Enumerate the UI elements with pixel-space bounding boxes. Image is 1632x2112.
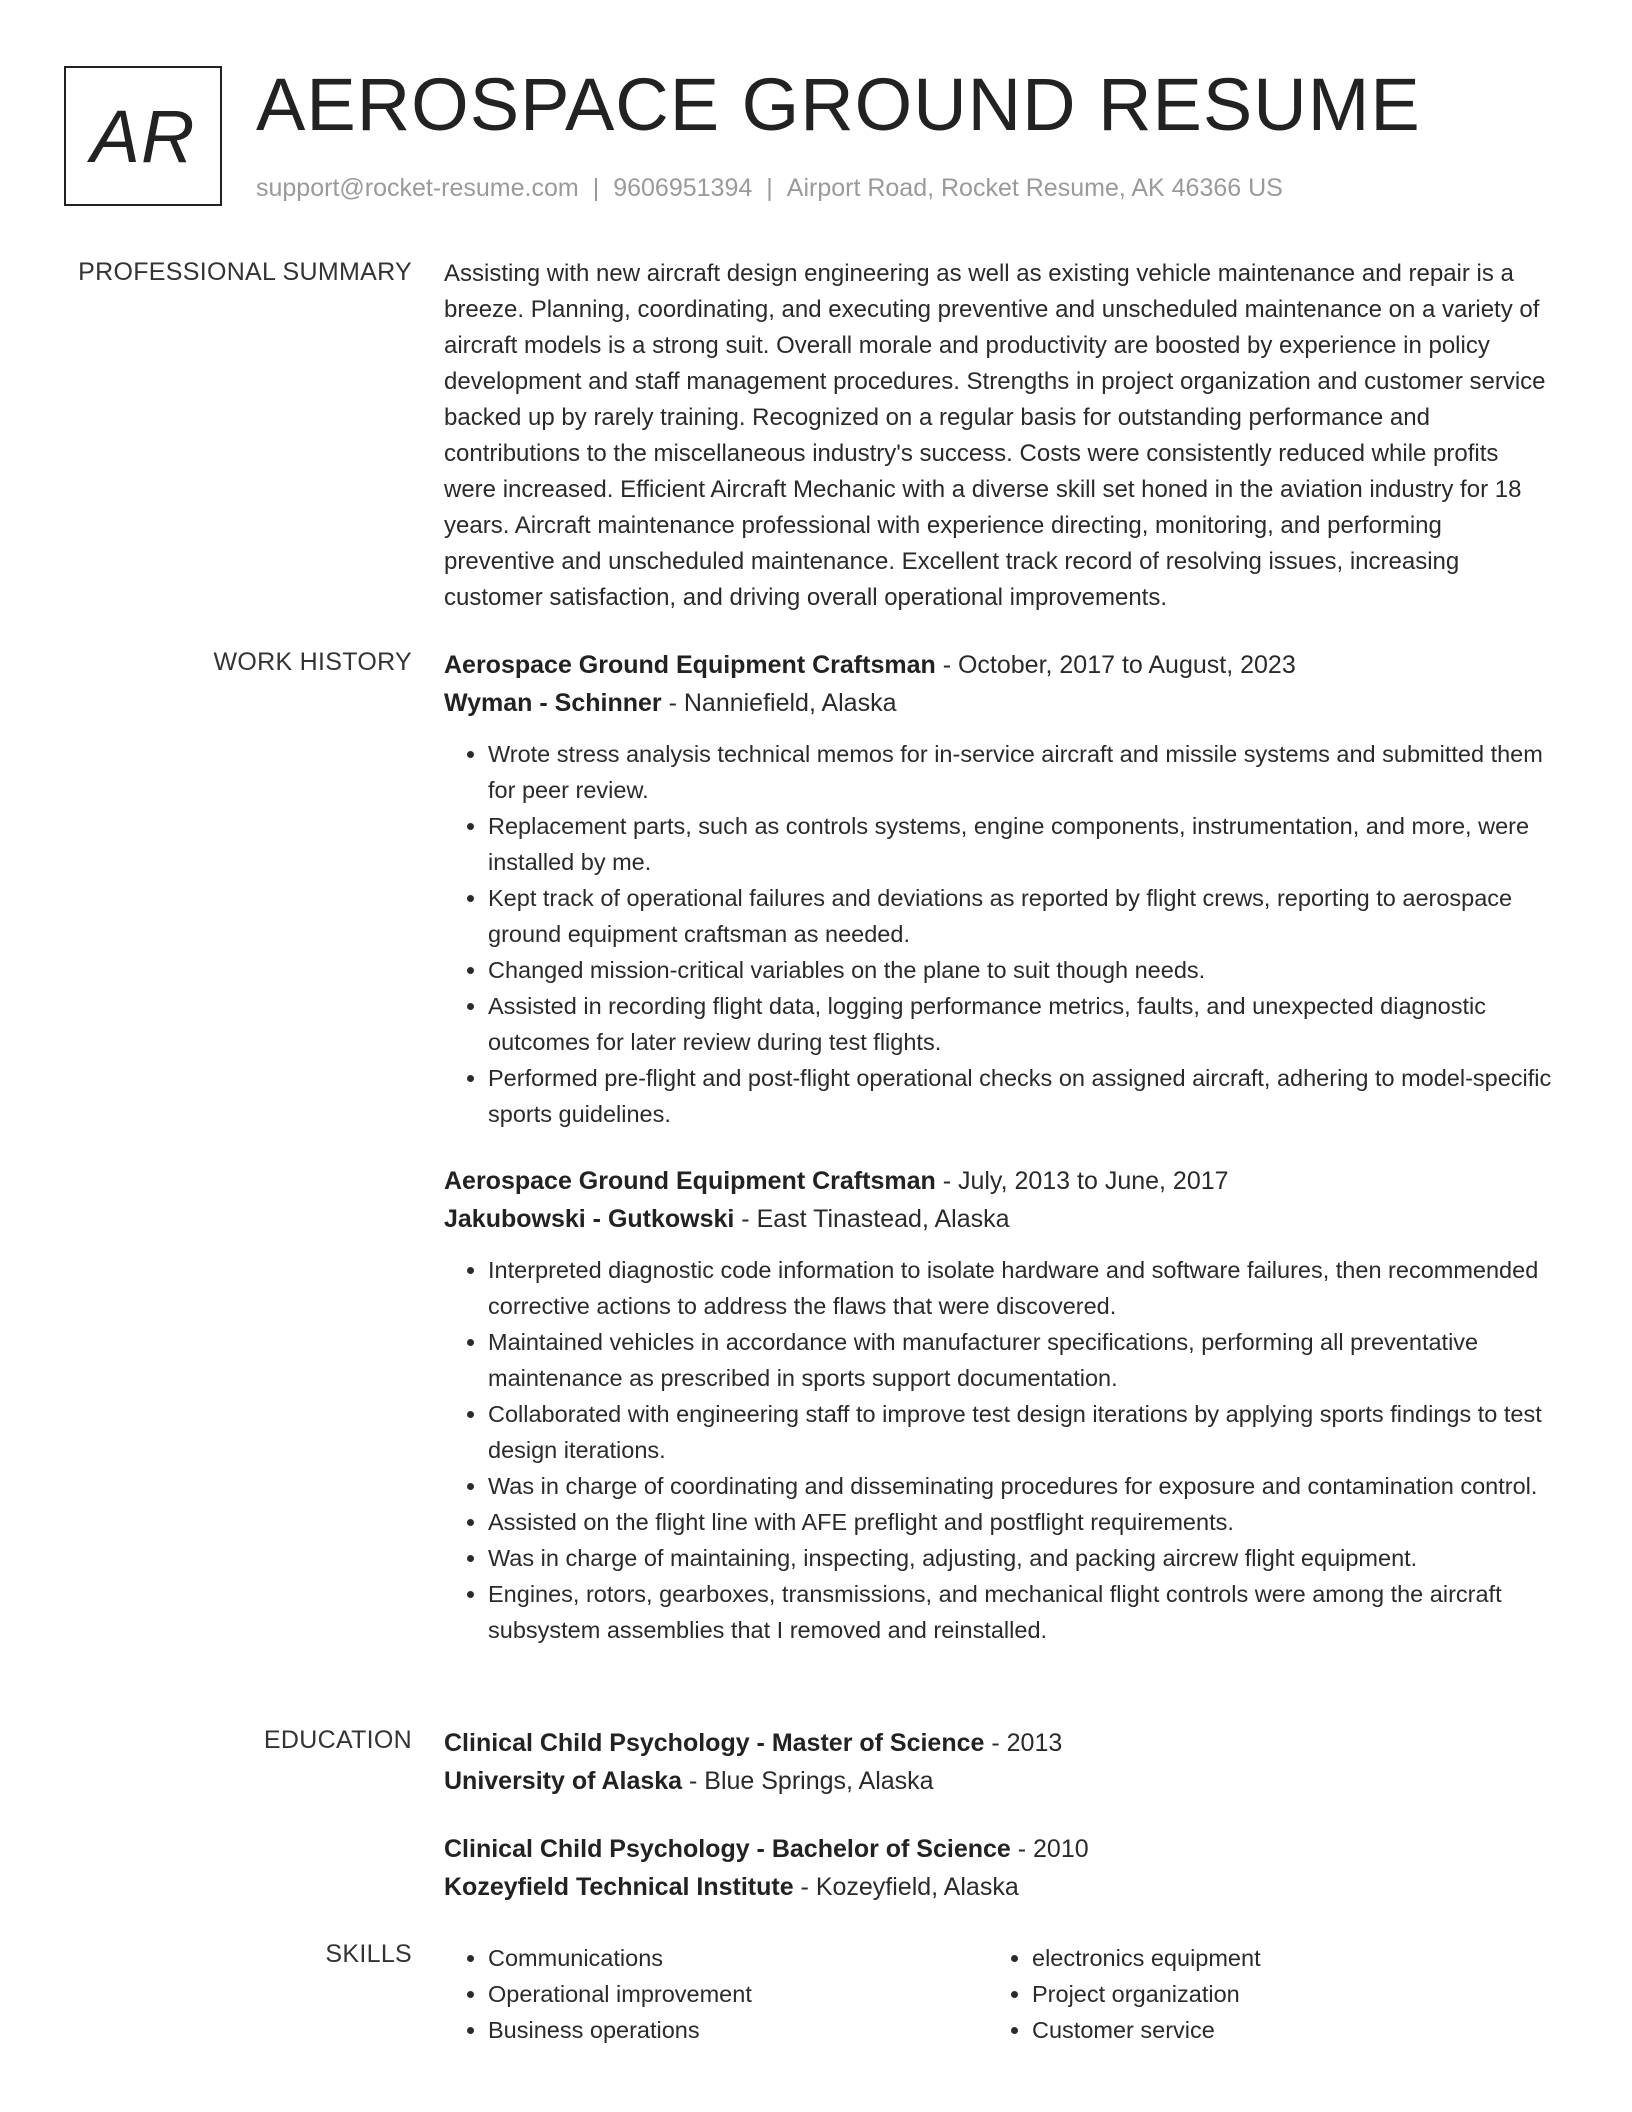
education-school: Kozeyfield Technical Institute	[444, 1873, 794, 1901]
section-label-education: EDUCATION	[263, 1726, 412, 1754]
skill-item: • Communications	[488, 1940, 988, 1976]
education-entry	[444, 1830, 1556, 1906]
education-location: - Kozeyfield, Alaska	[793, 1873, 1019, 1901]
education-entry	[444, 1724, 1556, 1800]
job-bullet: • Replacement parts, such as controls systems, engine components, instrumentation, and more, were installed by me.	[488, 808, 1556, 880]
section-label-summary: PROFESSIONAL SUMMARY	[78, 258, 412, 286]
job-entry	[444, 1162, 1556, 1648]
job-bullet: • Maintained vehicles in accordance with manufacturer specifications, performing all preventative maintenance as prescribed in sports support documentation.	[488, 1324, 1556, 1396]
job-dates: - October, 2017 to August, 2023	[935, 651, 1296, 679]
job-entry	[444, 646, 1556, 1132]
skills-grid	[444, 1940, 1556, 2048]
job-company: Jakubowski - Gutkowski	[444, 1205, 735, 1233]
monogram-box: AR	[64, 66, 222, 206]
education-location: - Blue Springs, Alaska	[682, 1767, 934, 1795]
section-label-skills: SKILLS	[325, 1940, 412, 1968]
job-bullet: • Interpreted diagnostic code information to isolate hardware and software failures, then recommended corrective actions to address the flaws that were discovered.	[488, 1252, 1556, 1324]
skills-column-2	[988, 1940, 1532, 2048]
contact-address: Airport Road, Rocket Resume, AK 46366 US	[786, 174, 1283, 202]
skill-item: • Customer service	[1032, 2012, 1532, 2048]
job-bullet: • Was in charge of coordinating and disseminating procedures for exposure and contamination control.	[488, 1468, 1556, 1504]
contact-separator: |	[592, 174, 600, 202]
education-year: - 2013	[984, 1729, 1063, 1757]
section-label-work: WORK HISTORY	[213, 648, 412, 676]
skill-item: • Business operations	[488, 2012, 988, 2048]
education-school: University of Alaska	[444, 1767, 683, 1795]
summary-content	[444, 256, 1556, 616]
summary-text: Assisting with new aircraft design engineering as well as existing vehicle maintenance and repair is a breeze. Planning, coordinating, and executing preventive and unscheduled maintenance on a variety of aircraft models is a strong suit. Overall morale and productivity are boosted by experience in policy development and staff management procedures. Strengths in project organization and customer service backed up by rarely training. Recognized on a regular basis for outstanding performance and contributions to the miscellaneous industry's success. Costs were consistently reduced while profits were increased. Efficient Aircraft Mechanic with a diverse skill set honed in the aviation industry for 18 years. Aircraft maintenance professional with experience directing, monitoring, and performing preventive and unscheduled maintenance. Excellent track record of resolving issues, increasing customer satisfaction, and driving overall operational improvements.	[444, 260, 1546, 611]
skills-content	[444, 1940, 1556, 2048]
education-year: - 2010	[1010, 1835, 1089, 1863]
work-content	[444, 646, 1556, 1678]
contact-line	[256, 174, 1283, 203]
job-bullet: • Changed mission-critical variables on the plane to suit though needs.	[488, 952, 1556, 988]
job-bullet: • Performed pre-flight and post-flight operational checks on assigned aircraft, adhering to model-specific sports guidelines.	[488, 1060, 1556, 1132]
job-bullet: • Assisted on the flight line with AFE preflight and postflight requirements.	[488, 1504, 1556, 1540]
education-degree: Clinical Child Psychology - Master of Science	[444, 1729, 985, 1757]
education-content	[444, 1724, 1556, 1936]
education-degree: Clinical Child Psychology - Bachelor of Science	[444, 1835, 1011, 1863]
job-bullets	[444, 1252, 1556, 1648]
job-dates: - July, 2013 to June, 2017	[935, 1167, 1229, 1195]
job-bullets	[444, 736, 1556, 1132]
job-bullet: • Wrote stress analysis technical memos for in-service aircraft and missile systems and submitted them for peer review.	[488, 736, 1556, 808]
resume-header	[64, 64, 1568, 214]
job-location: - East Tinastead, Alaska	[734, 1205, 1010, 1233]
job-bullet: • Was in charge of maintaining, inspecting, adjusting, and packing aircrew flight equipment.	[488, 1540, 1556, 1576]
job-location: - Nanniefield, Alaska	[661, 689, 897, 717]
contact-phone: 9606951394	[613, 174, 753, 202]
skill-item: • Project organization	[1032, 1976, 1532, 2012]
job-bullet: • Assisted in recording flight data, logging performance metrics, faults, and unexpected diagnostic outcomes for later review during test flights.	[488, 988, 1556, 1060]
skill-item: • electronics equipment	[1032, 1940, 1532, 1976]
resume-name: AEROSPACE GROUND RESUME	[256, 63, 1421, 146]
job-company: Wyman - Schinner	[444, 689, 662, 717]
skills-column-1	[444, 1940, 988, 2048]
job-bullet: • Collaborated with engineering staff to improve test design iterations by applying sports findings to test design iterations.	[488, 1396, 1556, 1468]
job-bullet: • Engines, rotors, gearboxes, transmissions, and mechanical flight controls were among the aircraft subsystem assemblies that I removed and reinstalled.	[488, 1576, 1556, 1648]
job-title: Aerospace Ground Equipment Craftsman	[444, 1167, 936, 1195]
contact-email: support@rocket-resume.com	[256, 174, 579, 202]
contact-separator: |	[766, 174, 773, 202]
job-bullet: • Kept track of operational failures and deviations as reported by flight crews, reporting to aerospace ground equipment craftsman as needed.	[488, 880, 1556, 952]
skill-item: • Operational improvement	[488, 1976, 988, 2012]
job-title: Aerospace Ground Equipment Craftsman	[444, 651, 936, 679]
